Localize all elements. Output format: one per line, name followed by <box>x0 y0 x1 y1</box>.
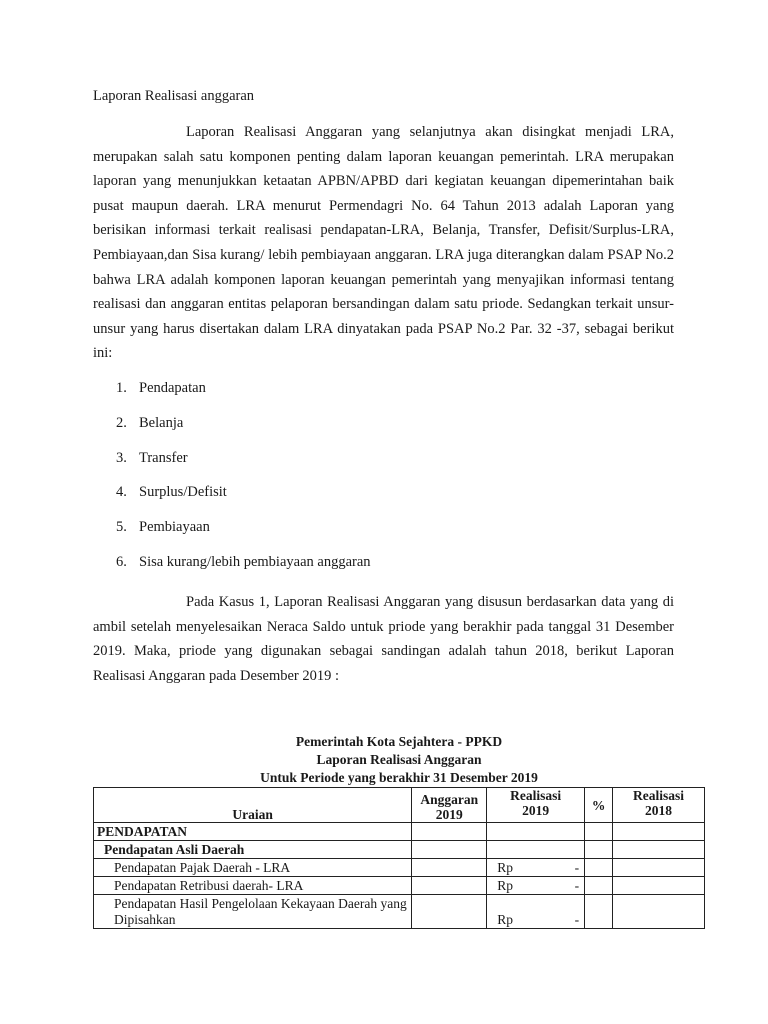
row-retribusi: Pendapatan Retribusi daerah- LRA <box>94 877 412 895</box>
list-item: 3. Transfer <box>116 450 188 466</box>
realisasi-cell: Rp - <box>487 895 585 929</box>
section-heading: Laporan Realisasi anggaran <box>93 88 255 104</box>
table-row <box>94 859 705 877</box>
col-uraian: Uraian <box>94 788 412 823</box>
row-pendapatan: PENDAPATAN <box>94 823 412 841</box>
list-item: 1. Pendapatan <box>116 380 206 396</box>
row-pad: Pendapatan Asli Daerah <box>94 841 412 859</box>
list-item: 2. Belanja <box>116 415 184 431</box>
case-paragraph: Pada Kasus 1, Laporan Realisasi Anggaran yang disusun berdasarkan data yang di ambil setelah menyelesaikan Neraca Saldo untuk priode yang berakhir pada tanggal 31 Desember 2019. Maka, priode yang digunakan sebagai sandingan adalah tahun 2018, berikut Laporan Realisasi Anggaran pada Desember 2019 : <box>93 594 674 684</box>
col-realisasi: Realisasi 2019 <box>487 788 585 823</box>
table-header-row <box>94 788 705 823</box>
row-kekayaan: Pendapatan Hasil Pengelolaan Kekayaan Daerah yang Dipisahkan <box>94 895 412 929</box>
table-row <box>94 823 705 841</box>
report-title-entity: Pemerintah Kota Sejahtera - PPKD <box>295 734 503 749</box>
list-item: 6. Sisa kurang/lebih pembiayaan anggaran <box>116 554 371 570</box>
intro-paragraph: Laporan Realisasi Anggaran yang selanjutnya akan disingkat menjadi LRA, merupakan salah satu komponen penting dalam laporan keuangan pemerintah. LRA merupakan laporan yang menunjukkan ketaatan APBN/APBD dari kegiatan keuangan dipemerintahan baik pusat maupun daerah. LRA menurut Permendagri No. 64 Tahun 2013 adalah Laporan yang berisikan informasi terkait realisasi pendapatan-LRA, Belanja, Transfer, Defisit/Surplus-LRA, Pembiayaan,dan Sisa kurang/ lebih pembiayaan anggaran. LRA juga diterangkan dalam PSAP No.2 bahwa LRA adalah komponen laporan keuangan pemerintah yang menyajikan informasi tentang realisasi dan anggaran entitas pelaporan bersandingan dalam satu priode. Sedangkan terkait unsur-unsur yang harus disertakan dalam LRA dinyatakan pada PSAP No.2 Par. 32 -37, sebagai berikut ini: <box>93 124 674 362</box>
report-title-period: Untuk Periode yang berakhir 31 Desember 2019 <box>260 770 538 785</box>
table-row <box>94 877 705 895</box>
list-item: 4. Surplus/Defisit <box>116 484 227 500</box>
realisasi-cell: Rp - <box>487 877 585 895</box>
col-realisasi-prev: Realisasi 2018 <box>613 788 705 823</box>
col-anggaran: Anggaran 2019 <box>412 788 487 823</box>
realisasi-cell: Rp - <box>487 859 585 877</box>
row-pajak: Pendapatan Pajak Daerah - LRA <box>94 859 412 877</box>
col-percent: % <box>585 788 613 823</box>
report-title-name: Laporan Realisasi Anggaran <box>316 752 482 767</box>
table-row <box>94 841 705 859</box>
table-row <box>94 895 705 929</box>
lra-table <box>93 787 705 929</box>
list-item: 5. Pembiayaan <box>116 519 210 535</box>
